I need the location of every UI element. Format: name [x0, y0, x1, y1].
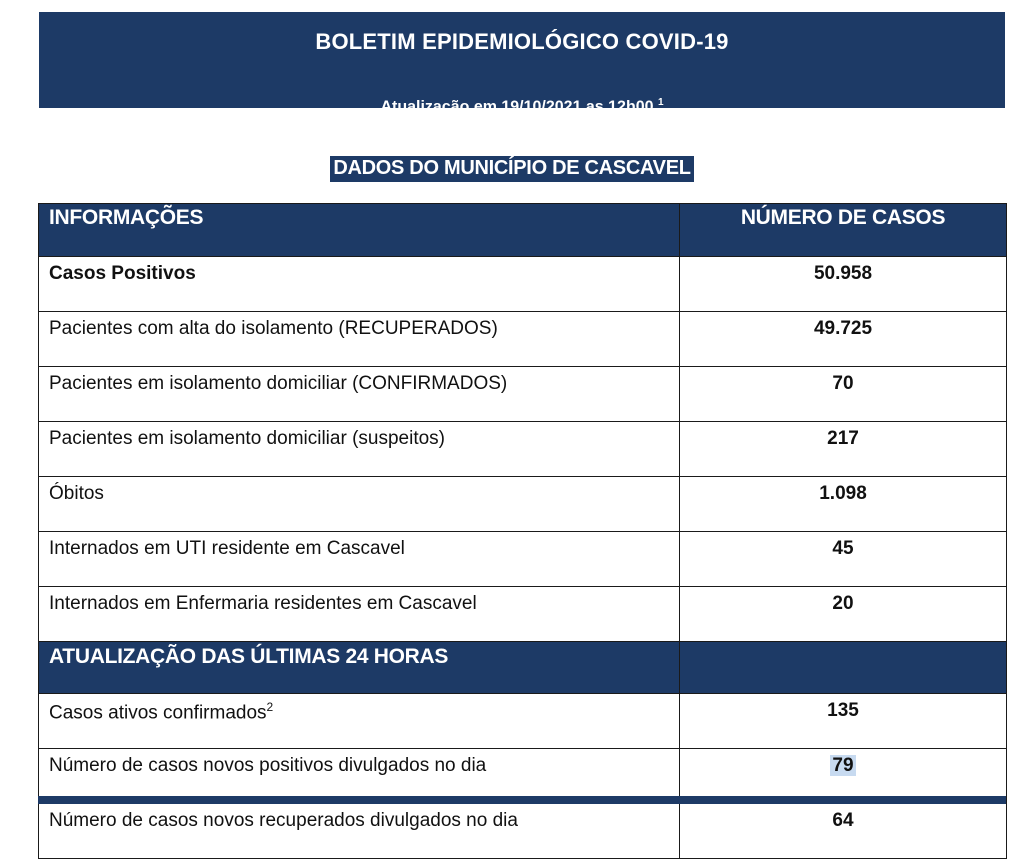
row-label	[39, 694, 680, 749]
row-label: Pacientes em isolamento domiciliar (suspeitos)	[39, 422, 680, 477]
update-timestamp	[39, 97, 1005, 116]
table-row	[39, 477, 1007, 532]
table-row	[39, 422, 1007, 477]
table-row	[39, 367, 1007, 422]
column-header-cases: NÚMERO DE CASOS	[680, 204, 1007, 257]
row-value: 1.098	[680, 477, 1007, 532]
section-title-wrap	[0, 156, 1024, 182]
section-title: DADOS DO MUNICÍPIO DE CASCAVEL	[330, 156, 693, 182]
table-row	[39, 804, 1007, 859]
next-section-header-cutoff	[38, 796, 1006, 804]
update-section-empty-cell	[680, 642, 1007, 694]
row-value: 49.725	[680, 312, 1007, 367]
row-label: Internados em UTI residente em Cascavel	[39, 532, 680, 587]
footnote-marker: 2	[266, 700, 274, 714]
update-section-title: ATUALIZAÇÃO DAS ÚLTIMAS 24 HORAS	[39, 642, 680, 694]
row-value: 135	[680, 694, 1007, 749]
bulletin-title: BOLETIM EPIDEMIOLÓGICO COVID-19	[315, 29, 729, 54]
table-header-row	[39, 204, 1007, 257]
table-row	[39, 694, 1007, 749]
footnote-marker: 1	[657, 97, 664, 108]
table-row	[39, 257, 1007, 312]
row-value: 50.958	[680, 257, 1007, 312]
highlighted-value[interactable]: 79	[832, 755, 854, 776]
row-value: 20	[680, 587, 1007, 642]
row-label: Número de casos novos recuperados divulgados no dia	[39, 804, 680, 859]
table-row	[39, 312, 1007, 367]
row-value: 70	[680, 367, 1007, 422]
row-value: 45	[680, 532, 1007, 587]
row-label-text: Casos ativos confirmados	[49, 702, 267, 724]
table-row	[39, 532, 1007, 587]
row-label: Óbitos	[39, 477, 680, 532]
column-header-info: INFORMAÇÕES	[39, 204, 680, 257]
row-label: Pacientes com alta do isolamento (RECUPERADOS)	[39, 312, 680, 367]
table-row	[39, 587, 1007, 642]
row-label: Casos Positivos	[39, 257, 680, 312]
cases-table	[38, 203, 1007, 859]
row-label: Internados em Enfermaria residentes em Cascavel	[39, 587, 680, 642]
row-label: Número de casos novos positivos divulgados no dia	[39, 749, 680, 804]
bulletin-banner	[39, 12, 1005, 116]
update-timestamp-text: Atualização em 19/10/2021 as 12h00.	[380, 98, 658, 116]
row-label: Pacientes em isolamento domiciliar (CONFIRMADOS)	[39, 367, 680, 422]
row-value: 64	[680, 804, 1007, 859]
update-section-header	[39, 642, 1007, 694]
row-value: 217	[680, 422, 1007, 477]
